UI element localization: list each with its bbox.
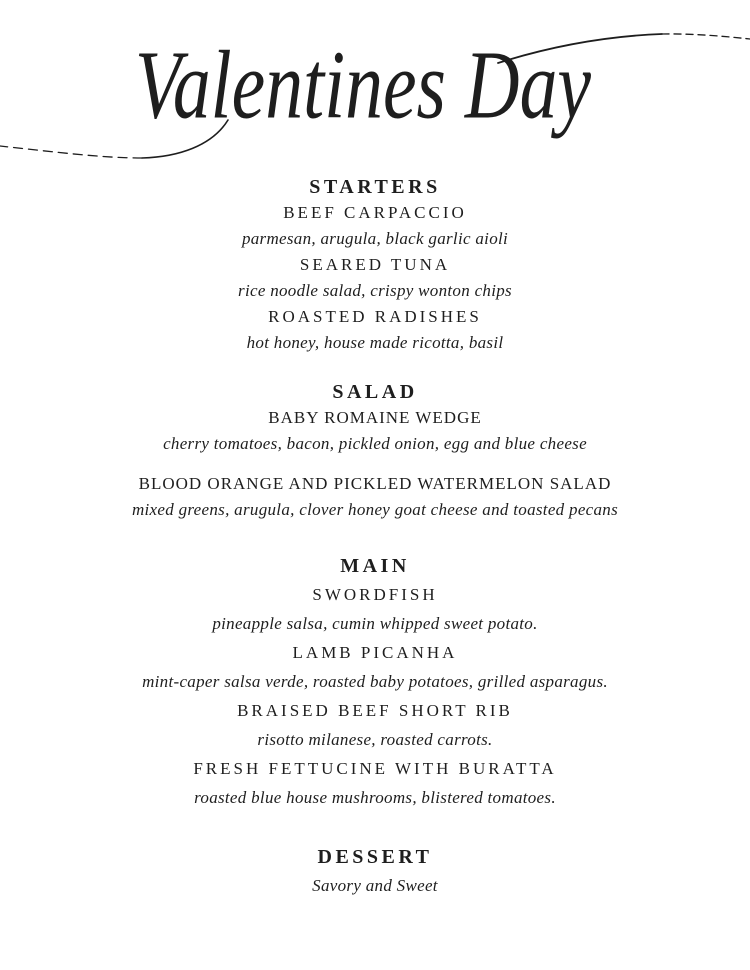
dish-name: FRESH FETTUCINE WITH BURATTA (193, 759, 557, 778)
section-starters (0, 174, 750, 356)
section-heading: MAIN (340, 555, 410, 577)
dish-name: BLOOD ORANGE AND PICKLED WATERMELON SALAD (138, 474, 612, 493)
section-heading: STARTERS (309, 176, 441, 198)
dish-description: mixed greens, arugula, clover honey goat cheese and toasted pecans (131, 500, 619, 519)
dish-description: parmesan, arugula, black garlic aioli (241, 229, 509, 248)
dish-name: BRAISED BEEF SHORT RIB (237, 701, 513, 720)
dish-description: roasted blue house mushrooms, blistered tomatoes. (194, 788, 556, 807)
dish-description: hot honey, house made ricotta, basil (246, 333, 504, 352)
section-heading: SALAD (332, 381, 418, 403)
dish-name: LAMB PICANHA (292, 643, 458, 662)
section-dessert (0, 844, 750, 899)
section-heading: DESSERT (317, 846, 433, 868)
dish-description: rice noodle salad, crispy wonton chips (238, 281, 512, 300)
dish-description: risotto milanese, roasted carrots. (257, 730, 493, 749)
section-salad (0, 379, 750, 523)
menu-body (0, 174, 750, 899)
dish-name: SWORDFISH (312, 585, 438, 604)
dish-description: pineapple salsa, cumin whipped sweet potato. (212, 614, 538, 633)
dish-name: BEEF CARPACCIO (283, 203, 467, 222)
flourish-swash-bottom-left-dotted (0, 146, 142, 158)
title-script-art (0, 0, 750, 178)
menu-title: Valentines Day (135, 31, 592, 140)
menu-header (0, 0, 750, 178)
section-main (0, 553, 750, 811)
dish-name: BABY ROMAINE WEDGE (268, 408, 482, 427)
dish-description: cherry tomatoes, bacon, pickled onion, egg and blue cheese (163, 434, 587, 453)
dish-name: SEARED TUNA (299, 255, 451, 274)
dish-name: ROASTED RADISHES (268, 307, 482, 326)
dish-description: mint-caper salsa verde, roasted baby potatoes, grilled asparagus. (142, 672, 608, 691)
flourish-swash-top-right-dotted (662, 34, 750, 39)
dish-description: Savory and Sweet (312, 876, 438, 895)
